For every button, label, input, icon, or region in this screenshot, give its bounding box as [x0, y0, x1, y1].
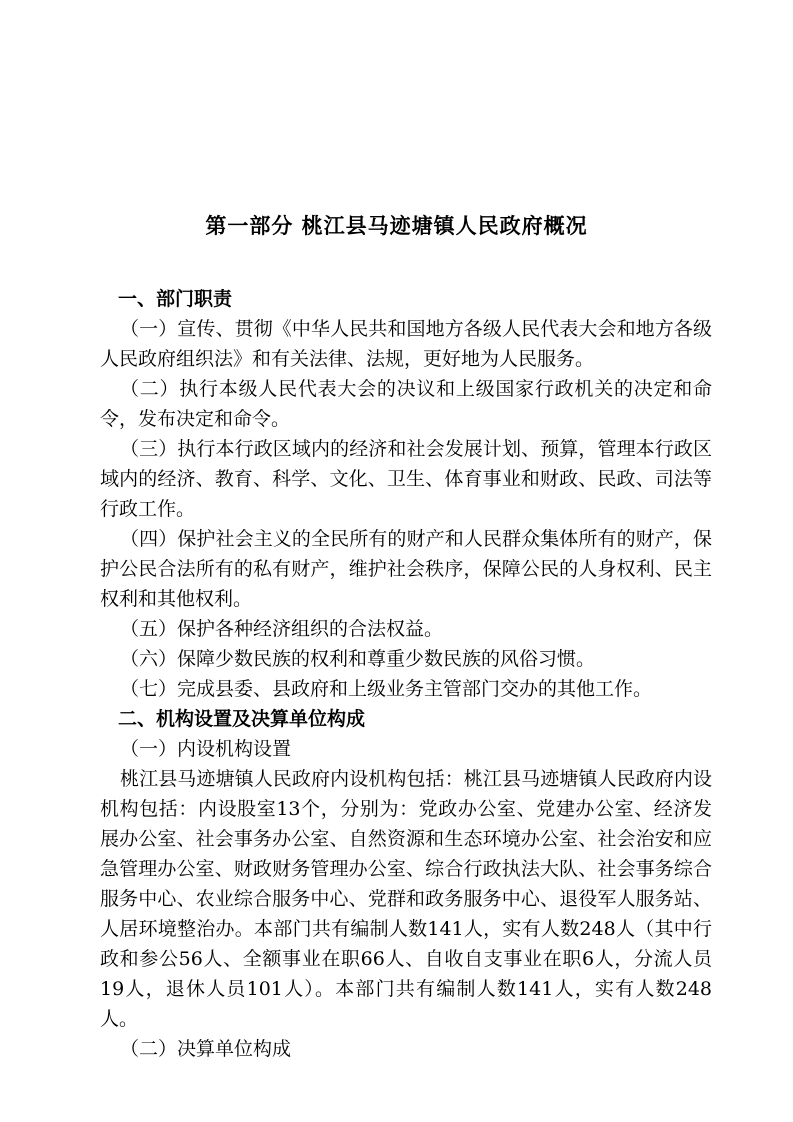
- section-heading-organization: 二、机构设置及决算单位构成: [118, 708, 366, 730]
- subheading-accounting-units: （二）决算单位构成: [120, 1038, 292, 1060]
- duty-item-7: （七）完成县委、县政府和上级业务主管部门交办的其他工作。: [120, 678, 653, 700]
- duty-item-5: （五）保护各种经济组织的合法权益。: [120, 618, 444, 640]
- subheading-internal-structure: （一）内设机构设置: [120, 738, 292, 760]
- organization-paragraph: 桃江县马迹塘镇人民政府内设机构包括：桃江县马迹塘镇人民政府内设机构包括：内设股室13个，分别为：党政办公室、党建办公室、经济发展办公室、社会事务办公室、自然资源和生态环境办公室、社会治安和应急管理办公室、财政财务管理办公室、综合行政执法大队、社会事务综合服务中心、农业综合服务中心、党群和政务服务中心、退役军人服务站、人居环境整治办。本部门共有编制人数141人，实有人数248人（其中行政和参公56人、全额事业在职66人、自收自支事业在职6人，分流人员19人，退休人员101人）。本部门共有编制人数141人，实有人数248人。: [100, 768, 712, 1030]
- duty-item-2: （二）执行本级人民代表大会的决议和上级国家行政机关的决定和命令，发布决定和命令。: [100, 378, 712, 430]
- duty-item-6: （六）保障少数民族的权利和尊重少数民族的风俗习惯。: [120, 648, 596, 670]
- document-title: 第一部分 桃江县马迹塘镇人民政府概况: [205, 214, 588, 238]
- document-body: [100, 284, 712, 1064]
- section-heading-duties: 一、部门职责: [118, 288, 233, 310]
- duty-item-3: （三）执行本行政区域内的经济和社会发展计划、预算，管理本行政区域内的经济、教育、科学、文化、卫生、体育事业和财政、民政、司法等行政工作。: [100, 438, 712, 520]
- duty-item-1: （一）宣传、贯彻《中华人民共和国地方各级人民代表大会和地方各级人民政府组织法》和有关法律、法规，更好地为人民服务。: [100, 318, 712, 370]
- duty-item-4: （四）保护社会主义的全民所有的财产和人民群众集体所有的财产，保护公民合法所有的私有财产，维护社会秩序，保障公民的人身权利、民主权利和其他权利。: [100, 528, 712, 610]
